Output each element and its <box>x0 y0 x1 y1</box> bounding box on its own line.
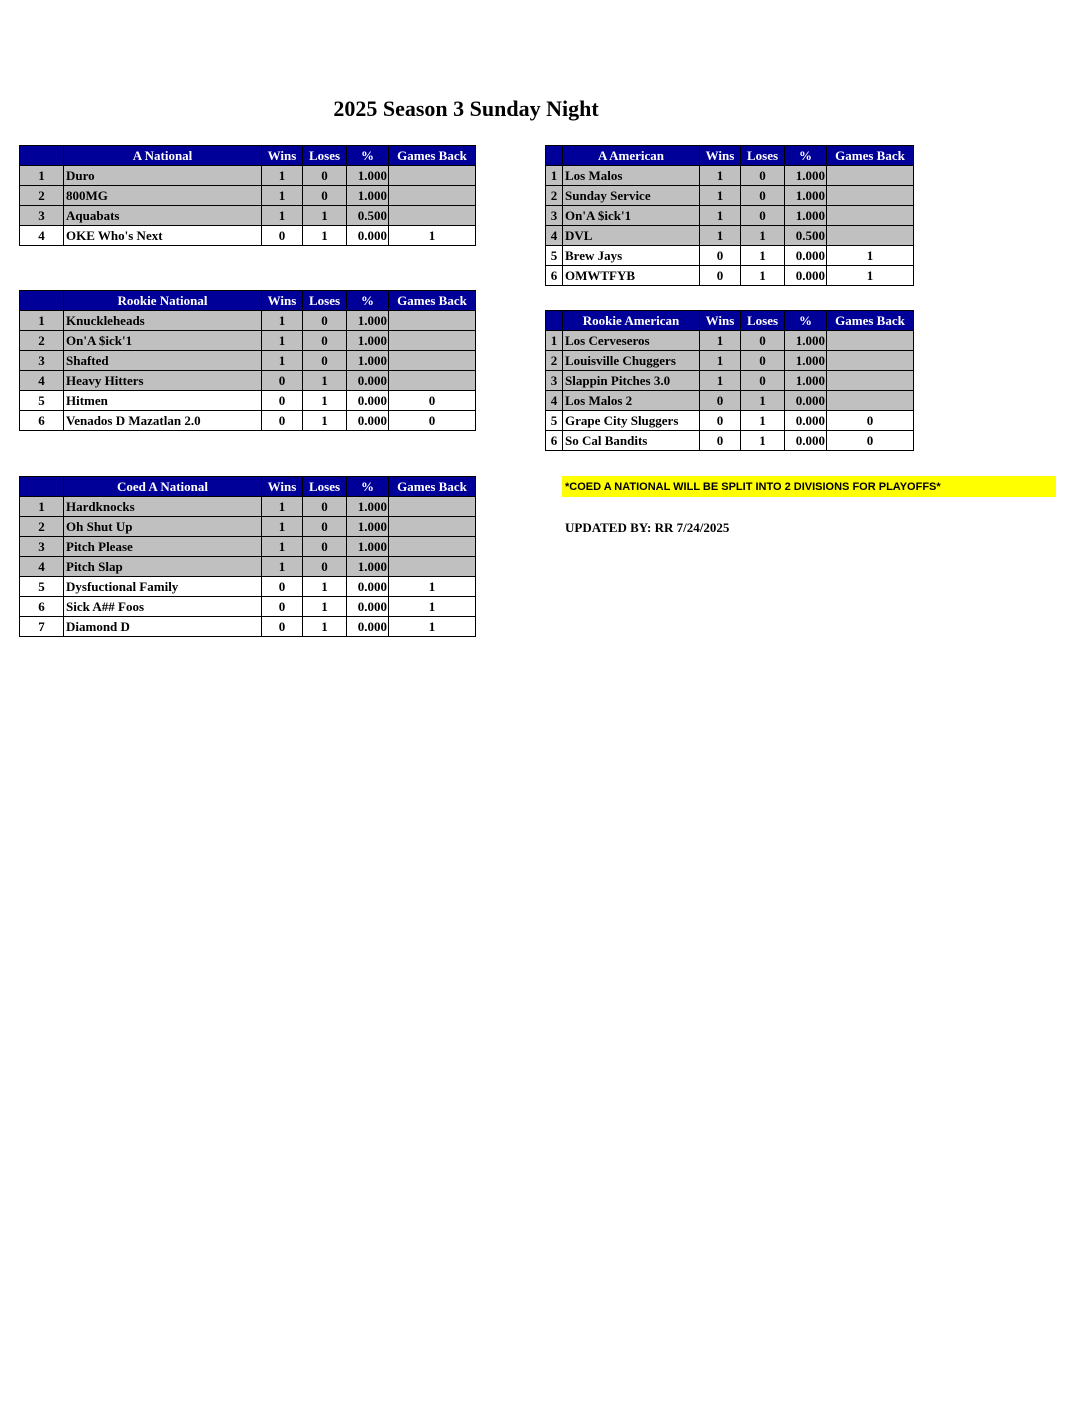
team-cell: Venados D Mazatlan 2.0 <box>64 411 262 431</box>
team-cell: Los Malos <box>563 166 700 186</box>
team-cell: So Cal Bandits <box>563 431 700 451</box>
games-back-cell <box>389 166 476 186</box>
loses-header: Loses <box>741 146 785 166</box>
games-back-header: Games Back <box>827 146 914 166</box>
team-cell: Pitch Slap <box>64 557 262 577</box>
rank-cell: 4 <box>20 226 64 246</box>
team-cell: Oh Shut Up <box>64 517 262 537</box>
rank-cell: 6 <box>546 431 563 451</box>
rank-header <box>20 291 64 311</box>
rank-cell: 5 <box>20 391 64 411</box>
loses-cell: 1 <box>741 246 785 266</box>
games-back-cell <box>389 186 476 206</box>
wins-cell: 0 <box>700 431 741 451</box>
wins-cell: 1 <box>262 331 303 351</box>
games-back-cell: 0 <box>827 431 914 451</box>
division-name: Coed A National <box>64 477 262 497</box>
games-back-cell: 0 <box>827 411 914 431</box>
table-row <box>546 226 914 246</box>
rank-cell: 3 <box>20 351 64 371</box>
wins-header: Wins <box>700 311 741 331</box>
rank-cell: 3 <box>546 371 563 391</box>
loses-cell: 0 <box>303 186 347 206</box>
table-row <box>546 166 914 186</box>
team-cell: Shafted <box>64 351 262 371</box>
loses-cell: 1 <box>741 266 785 286</box>
pct-cell: 0.500 <box>785 226 827 246</box>
rank-cell: 5 <box>20 577 64 597</box>
table-row <box>20 206 476 226</box>
table-row <box>20 371 476 391</box>
loses-cell: 1 <box>303 206 347 226</box>
wins-cell: 0 <box>262 371 303 391</box>
loses-header: Loses <box>303 477 347 497</box>
rank-header <box>20 146 64 166</box>
team-cell: Diamond D <box>64 617 262 637</box>
wins-cell: 1 <box>262 497 303 517</box>
loses-cell: 0 <box>303 351 347 371</box>
loses-cell: 1 <box>741 226 785 246</box>
rookie-american-standings <box>545 310 914 451</box>
pct-cell: 0.000 <box>347 577 389 597</box>
games-back-cell <box>389 351 476 371</box>
wins-header: Wins <box>262 291 303 311</box>
rank-cell: 1 <box>546 166 563 186</box>
loses-cell: 1 <box>303 597 347 617</box>
pct-cell: 0.000 <box>785 391 827 411</box>
wins-header: Wins <box>262 477 303 497</box>
team-cell: Grape City Sluggers <box>563 411 700 431</box>
games-back-cell <box>389 537 476 557</box>
loses-cell: 0 <box>741 186 785 206</box>
games-back-cell <box>827 371 914 391</box>
division-name: A National <box>64 146 262 166</box>
team-cell: Heavy Hitters <box>64 371 262 391</box>
table-row <box>546 246 914 266</box>
rank-cell: 1 <box>546 331 563 351</box>
games-back-cell <box>827 331 914 351</box>
wins-cell: 1 <box>700 206 741 226</box>
loses-cell: 0 <box>303 331 347 351</box>
pct-cell: 1.000 <box>785 206 827 226</box>
rank-header <box>546 311 563 331</box>
team-cell: Brew Jays <box>563 246 700 266</box>
team-cell: On'A $ick'1 <box>64 331 262 351</box>
pct-cell: 1.000 <box>785 351 827 371</box>
loses-cell: 0 <box>303 497 347 517</box>
wins-cell: 1 <box>262 186 303 206</box>
pct-header: % <box>347 146 389 166</box>
pct-cell: 1.000 <box>785 371 827 391</box>
wins-cell: 1 <box>262 206 303 226</box>
games-back-cell: 1 <box>827 266 914 286</box>
table-row <box>20 311 476 331</box>
team-cell: Duro <box>64 166 262 186</box>
loses-cell: 1 <box>303 391 347 411</box>
team-cell: Los Cerveseros <box>563 331 700 351</box>
rank-cell: 5 <box>546 411 563 431</box>
pct-cell: 1.000 <box>347 186 389 206</box>
pct-cell: 0.000 <box>347 391 389 411</box>
pct-header: % <box>347 291 389 311</box>
rank-cell: 1 <box>20 166 64 186</box>
team-cell: Aquabats <box>64 206 262 226</box>
table-row <box>546 411 914 431</box>
pct-cell: 1.000 <box>347 557 389 577</box>
team-cell: Hitmen <box>64 391 262 411</box>
pct-cell: 1.000 <box>785 331 827 351</box>
wins-cell: 0 <box>262 617 303 637</box>
pct-header: % <box>347 477 389 497</box>
team-cell: OMWTFYB <box>563 266 700 286</box>
table-header-row <box>546 146 914 166</box>
rank-cell: 1 <box>20 311 64 331</box>
pct-cell: 1.000 <box>347 166 389 186</box>
table-row <box>546 206 914 226</box>
table-row <box>20 226 476 246</box>
games-back-cell: 1 <box>389 226 476 246</box>
rank-cell: 2 <box>546 186 563 206</box>
games-back-cell <box>389 517 476 537</box>
a-national-standings <box>19 145 476 246</box>
pct-cell: 1.000 <box>347 351 389 371</box>
team-cell: DVL <box>563 226 700 246</box>
division-name: Rookie American <box>563 311 700 331</box>
games-back-cell: 1 <box>389 577 476 597</box>
games-back-header: Games Back <box>827 311 914 331</box>
games-back-header: Games Back <box>389 477 476 497</box>
pct-cell: 1.000 <box>785 166 827 186</box>
wins-cell: 1 <box>262 311 303 331</box>
division-name: Rookie National <box>64 291 262 311</box>
rank-cell: 3 <box>546 206 563 226</box>
wins-cell: 0 <box>262 391 303 411</box>
table-header-row <box>546 311 914 331</box>
table-row <box>20 597 476 617</box>
pct-cell: 0.000 <box>785 266 827 286</box>
division-name: A American <box>563 146 700 166</box>
rank-cell: 2 <box>546 351 563 371</box>
rank-cell: 3 <box>20 206 64 226</box>
loses-cell: 0 <box>741 331 785 351</box>
team-cell: Sick A## Foos <box>64 597 262 617</box>
wins-cell: 0 <box>262 226 303 246</box>
wins-header: Wins <box>262 146 303 166</box>
wins-cell: 0 <box>700 391 741 411</box>
wins-cell: 1 <box>700 351 741 371</box>
wins-cell: 1 <box>262 166 303 186</box>
rank-header <box>546 146 563 166</box>
wins-cell: 1 <box>700 186 741 206</box>
rank-cell: 1 <box>20 497 64 517</box>
pct-cell: 1.000 <box>347 331 389 351</box>
games-back-cell <box>827 166 914 186</box>
games-back-cell: 1 <box>827 246 914 266</box>
team-cell: Louisville Chuggers <box>563 351 700 371</box>
loses-cell: 1 <box>303 411 347 431</box>
wins-cell: 0 <box>262 411 303 431</box>
table-row <box>20 537 476 557</box>
loses-header: Loses <box>303 146 347 166</box>
a-american-standings <box>545 145 914 286</box>
loses-cell: 0 <box>303 517 347 537</box>
pct-cell: 1.000 <box>347 497 389 517</box>
table-row <box>546 351 914 371</box>
rank-cell: 2 <box>20 331 64 351</box>
table-header-row <box>20 291 476 311</box>
loses-cell: 0 <box>303 537 347 557</box>
table-row <box>20 497 476 517</box>
games-back-cell <box>389 497 476 517</box>
games-back-cell: 1 <box>389 597 476 617</box>
wins-cell: 0 <box>700 411 741 431</box>
games-back-cell <box>827 186 914 206</box>
wins-cell: 1 <box>700 331 741 351</box>
games-back-cell: 0 <box>389 391 476 411</box>
rank-cell: 3 <box>20 537 64 557</box>
loses-cell: 1 <box>741 391 785 411</box>
loses-cell: 1 <box>303 371 347 391</box>
wins-cell: 1 <box>700 226 741 246</box>
team-cell: 800MG <box>64 186 262 206</box>
team-cell: Hardknocks <box>64 497 262 517</box>
rank-header <box>20 477 64 497</box>
wins-cell: 1 <box>262 537 303 557</box>
games-back-cell <box>827 351 914 371</box>
pct-cell: 0.000 <box>347 371 389 391</box>
wins-cell: 1 <box>700 371 741 391</box>
wins-cell: 0 <box>262 577 303 597</box>
loses-cell: 1 <box>303 226 347 246</box>
pct-cell: 1.000 <box>347 537 389 557</box>
wins-cell: 0 <box>700 266 741 286</box>
games-back-cell <box>827 391 914 411</box>
table-row <box>546 431 914 451</box>
team-cell: Dysfuctional Family <box>64 577 262 597</box>
games-back-header: Games Back <box>389 291 476 311</box>
loses-header: Loses <box>303 291 347 311</box>
pct-cell: 0.000 <box>785 246 827 266</box>
wins-cell: 1 <box>262 517 303 537</box>
loses-cell: 0 <box>303 311 347 331</box>
loses-cell: 0 <box>741 371 785 391</box>
table-row <box>20 166 476 186</box>
team-cell: Sunday Service <box>563 186 700 206</box>
rank-cell: 6 <box>20 411 64 431</box>
games-back-cell: 0 <box>389 411 476 431</box>
games-back-cell <box>389 371 476 391</box>
team-cell: Knuckleheads <box>64 311 262 331</box>
table-row <box>20 391 476 411</box>
wins-cell: 0 <box>700 246 741 266</box>
table-row <box>546 331 914 351</box>
wins-cell: 1 <box>700 166 741 186</box>
pct-cell: 0.000 <box>347 597 389 617</box>
games-back-cell <box>389 206 476 226</box>
table-header-row <box>20 477 476 497</box>
team-cell: OKE Who's Next <box>64 226 262 246</box>
games-back-cell: 1 <box>389 617 476 637</box>
loses-cell: 1 <box>741 411 785 431</box>
games-back-cell <box>389 331 476 351</box>
rank-cell: 4 <box>546 226 563 246</box>
loses-cell: 0 <box>741 166 785 186</box>
rank-cell: 2 <box>20 517 64 537</box>
table-row <box>20 557 476 577</box>
pct-cell: 0.000 <box>347 411 389 431</box>
team-cell: On'A $ick'1 <box>563 206 700 226</box>
pct-header: % <box>785 311 827 331</box>
wins-cell: 1 <box>262 557 303 577</box>
table-row <box>546 186 914 206</box>
pct-cell: 0.500 <box>347 206 389 226</box>
wins-header: Wins <box>700 146 741 166</box>
table-row <box>20 517 476 537</box>
rank-cell: 4 <box>20 557 64 577</box>
pct-cell: 1.000 <box>347 311 389 331</box>
rank-cell: 5 <box>546 246 563 266</box>
pct-cell: 1.000 <box>347 517 389 537</box>
table-row <box>20 331 476 351</box>
pct-cell: 1.000 <box>785 186 827 206</box>
pct-cell: 0.000 <box>785 411 827 431</box>
rank-cell: 2 <box>20 186 64 206</box>
page-title: 2025 Season 3 Sunday Night <box>333 96 599 121</box>
pct-cell: 0.000 <box>785 431 827 451</box>
games-back-cell <box>827 206 914 226</box>
wins-cell: 0 <box>262 597 303 617</box>
rookie-national-standings <box>19 290 476 431</box>
rank-cell: 4 <box>20 371 64 391</box>
games-back-header: Games Back <box>389 146 476 166</box>
loses-cell: 0 <box>303 557 347 577</box>
loses-cell: 1 <box>303 617 347 637</box>
table-row <box>20 351 476 371</box>
games-back-cell <box>389 311 476 331</box>
loses-header: Loses <box>741 311 785 331</box>
loses-cell: 1 <box>303 577 347 597</box>
table-header-row <box>20 146 476 166</box>
coed-a-national-standings <box>19 476 476 637</box>
updated-by-note: UPDATED BY: RR 7/24/2025 <box>565 520 730 535</box>
games-back-cell <box>827 226 914 246</box>
pct-cell: 0.000 <box>347 617 389 637</box>
loses-cell: 1 <box>741 431 785 451</box>
table-row <box>546 371 914 391</box>
rank-cell: 4 <box>546 391 563 411</box>
loses-cell: 0 <box>741 206 785 226</box>
rank-cell: 6 <box>20 597 64 617</box>
team-cell: Slappin Pitches 3.0 <box>563 371 700 391</box>
loses-cell: 0 <box>303 166 347 186</box>
table-row <box>546 391 914 411</box>
team-cell: Pitch Please <box>64 537 262 557</box>
table-row <box>20 186 476 206</box>
table-row <box>546 266 914 286</box>
pct-header: % <box>785 146 827 166</box>
wins-cell: 1 <box>262 351 303 371</box>
playoff-notice: *COED A NATIONAL WILL BE SPLIT INTO 2 DIVISIONS FOR PLAYOFFS* <box>562 476 1056 497</box>
table-row <box>20 411 476 431</box>
team-cell: Los Malos 2 <box>563 391 700 411</box>
pct-cell: 0.000 <box>347 226 389 246</box>
loses-cell: 0 <box>741 351 785 371</box>
games-back-cell <box>389 557 476 577</box>
table-row <box>20 577 476 597</box>
table-row <box>20 617 476 637</box>
rank-cell: 6 <box>546 266 563 286</box>
rank-cell: 7 <box>20 617 64 637</box>
